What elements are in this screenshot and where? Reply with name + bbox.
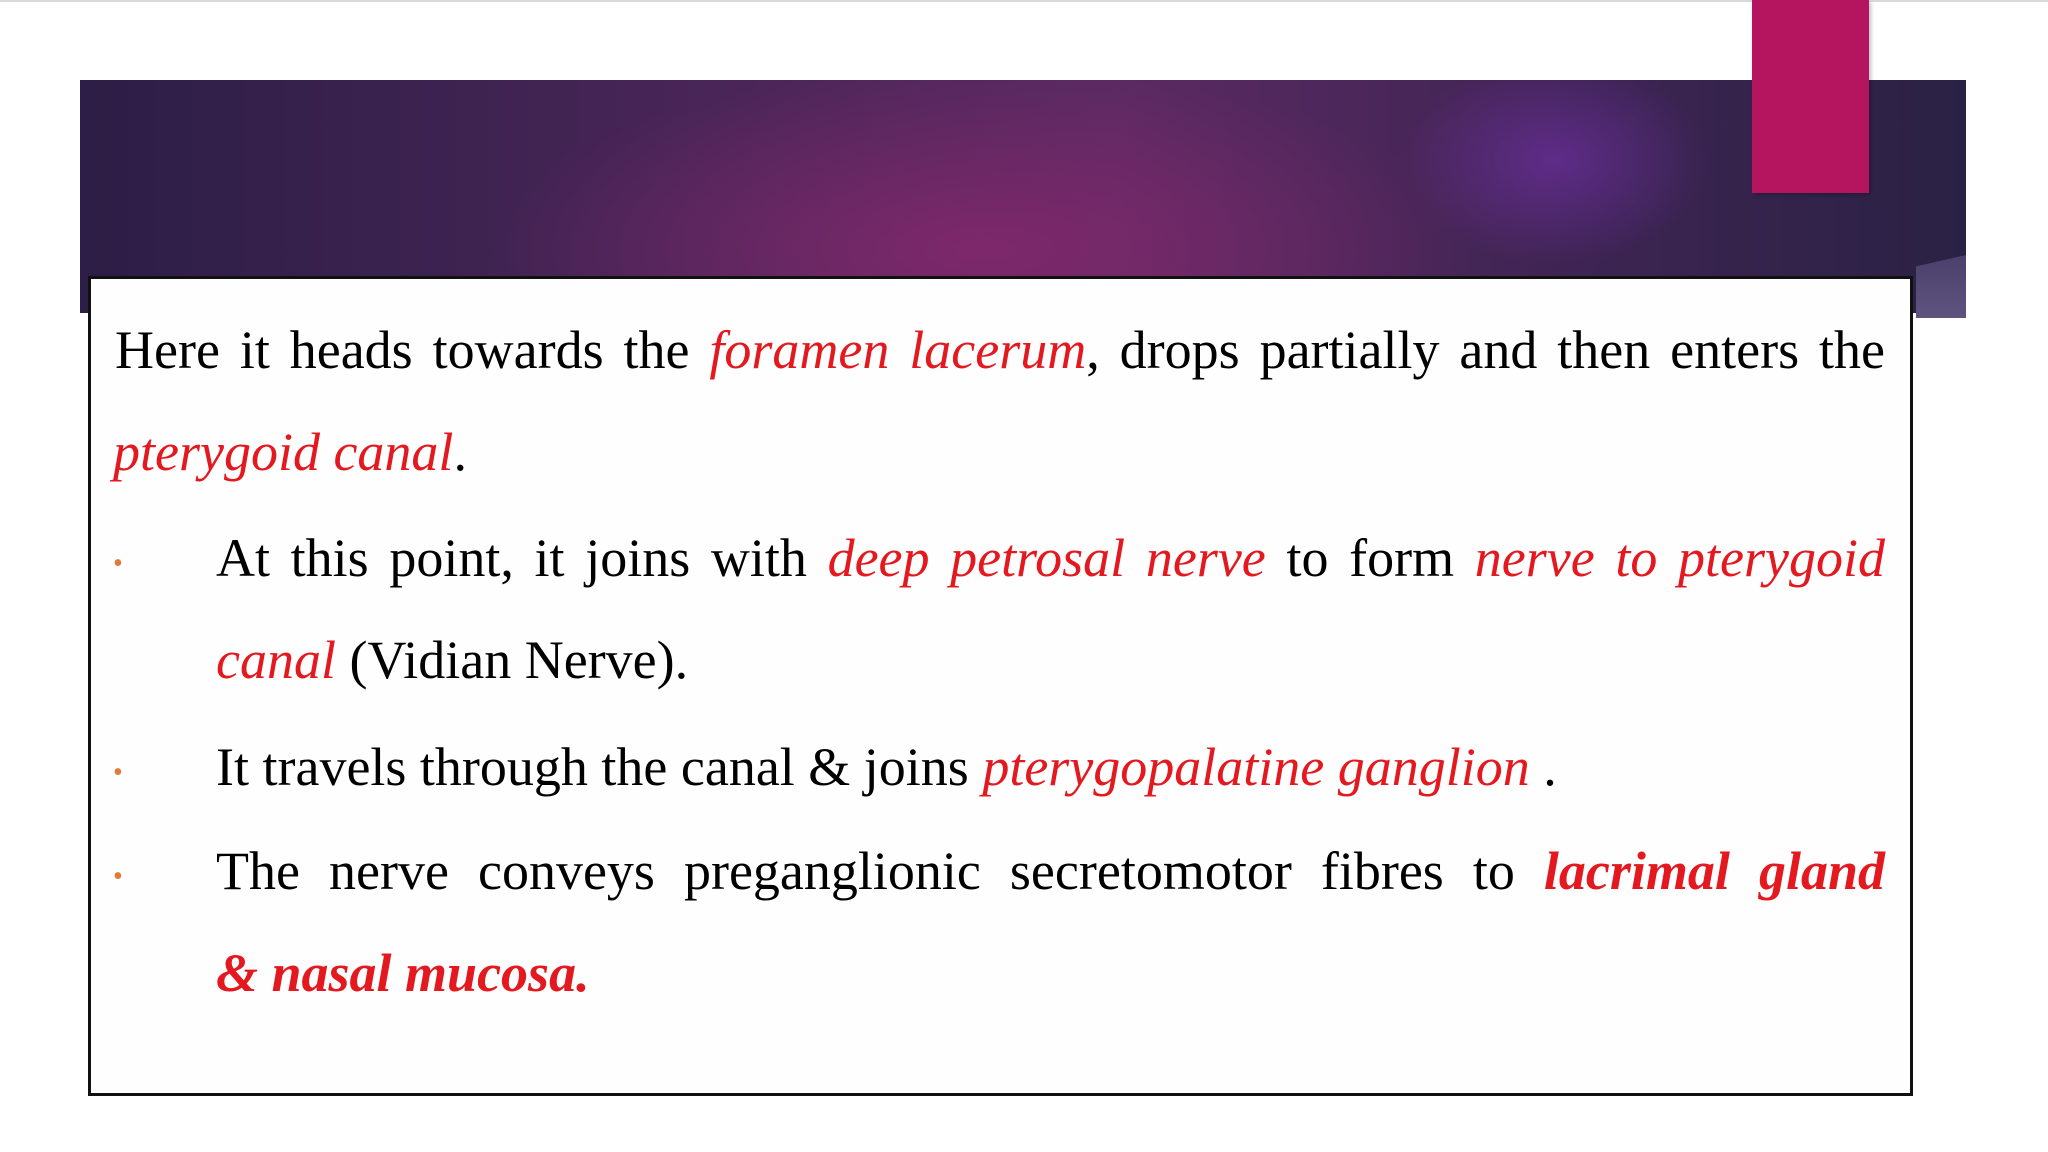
bullet-1-text: (Vidian Nerve). [335,630,689,690]
bullet-1-text: At this point, it joins with [216,528,828,588]
bullet-1-text: to form [1265,528,1475,588]
bullet-1-line-1 [216,528,1885,588]
term-pterygopalatine-ganglion: pterygopalatine ganglion [982,737,1530,797]
intro-text: . [453,422,467,482]
intro-text: Here it heads towards the [115,320,710,380]
bullet-2-line-1 [216,737,1557,797]
intro-line-2 [113,422,467,482]
intro-line-1 [115,320,1886,380]
term-nerve-to-pterygoid: nerve to pterygoid [1474,528,1885,588]
bullet-3-text: The nerve conveys preganglionic secretomotor fibres to [216,841,1544,901]
term-deep-petrosal-nerve: deep petrosal nerve [827,528,1266,588]
term-lacrimal-gland: lacrimal gland [1543,841,1886,901]
term-nasal-mucosa: & nasal mucosa. [216,943,590,1003]
bullet-dot-icon: • [113,757,123,788]
top-divider [0,0,2048,2]
term-pterygoid-canal: pterygoid canal [113,422,454,482]
bullet-3-line-1 [216,841,1886,901]
accent-tab [1752,0,1869,193]
bullet-dot-icon: • [113,548,123,579]
bullet-dot-icon: • [113,861,123,892]
bullet-3-line-2 [216,943,590,1003]
bullet-2-text: . [1529,737,1557,797]
bullet-2-text: It travels through the canal & joins [216,737,983,797]
intro-text: , drops partially and then enters the [1086,320,1886,380]
bullet-1-line-2 [216,630,689,690]
term-canal: canal [216,630,336,690]
term-foramen-lacerum: foramen lacerum [709,320,1087,380]
content-box [88,276,1913,1096]
